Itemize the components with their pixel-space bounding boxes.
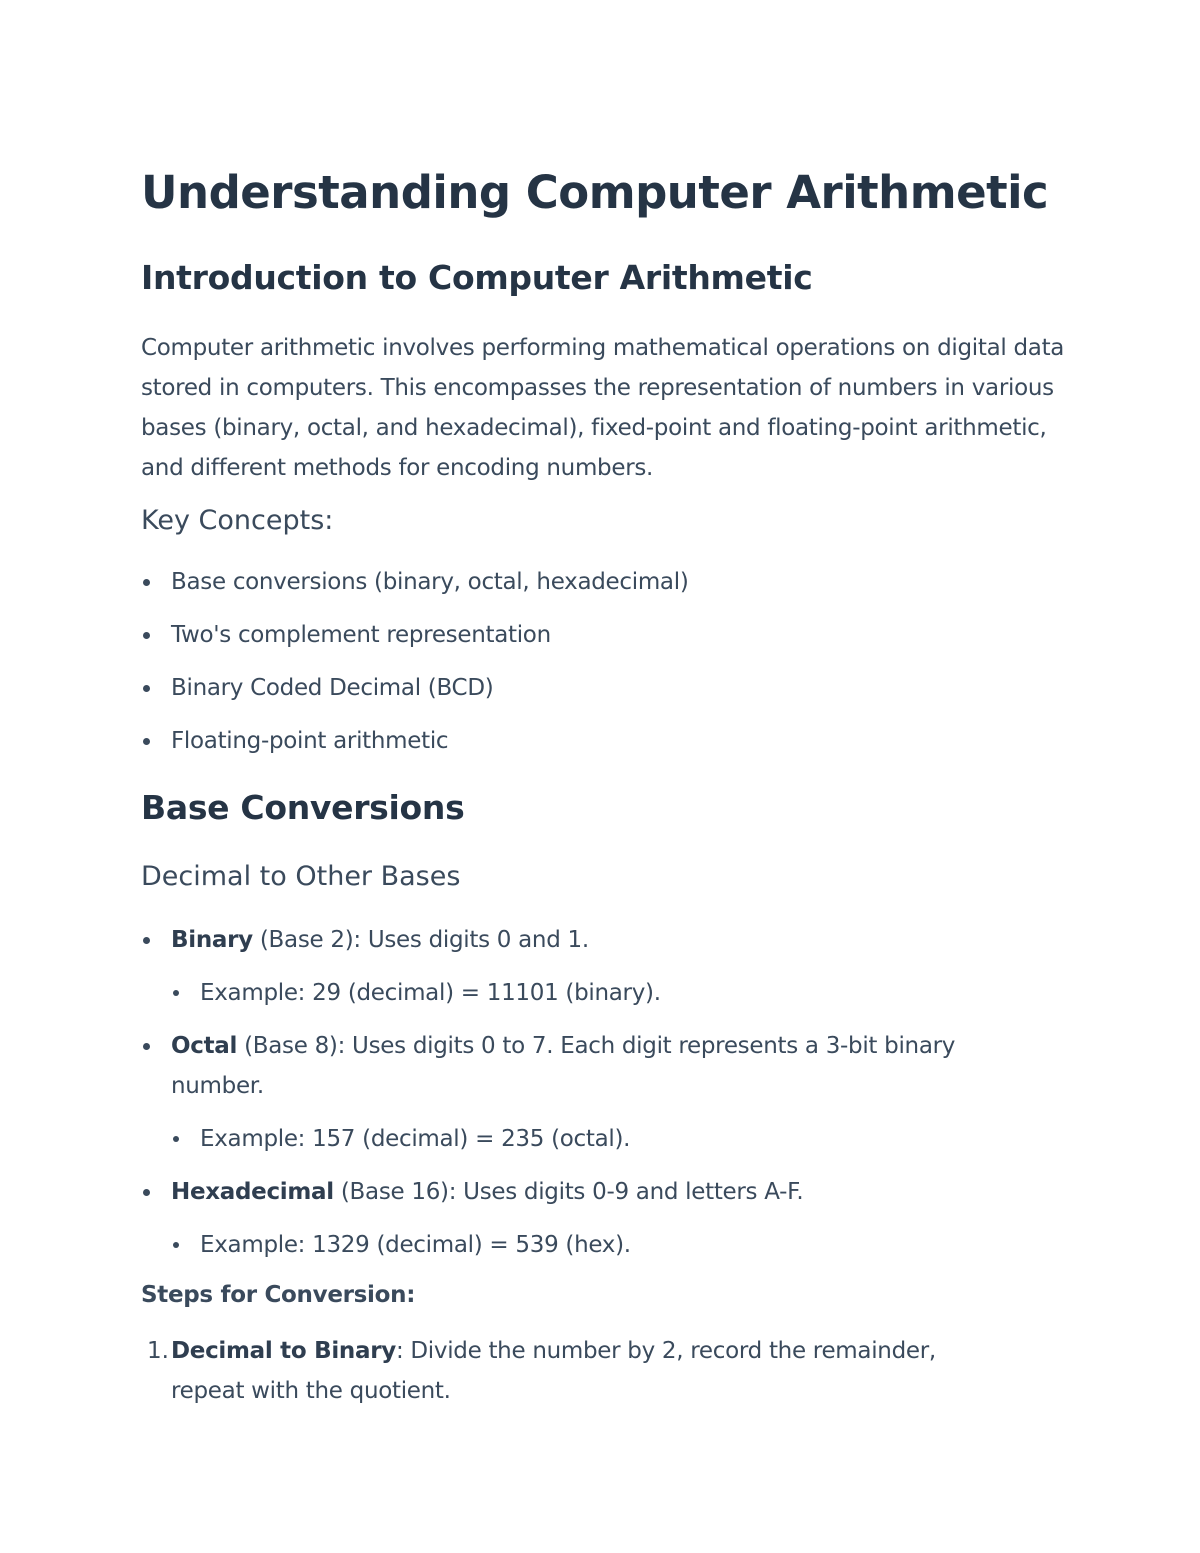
- step-term: Decimal to Binary: [171, 1338, 396, 1364]
- decimal-to-other-bases-heading: Decimal to Other Bases: [141, 861, 461, 892]
- step-number: 1.: [147, 1338, 169, 1364]
- bullet-icon: [143, 1043, 150, 1050]
- sub-bullet-icon: [173, 990, 179, 996]
- list-item: Base conversions (binary, octal, hexadecimal): [171, 569, 689, 595]
- bullet-icon: [143, 685, 150, 692]
- octal-desc: (Base 8): Uses digits 0 to 7. Each digit represents a 3-bit binary: [237, 1033, 956, 1059]
- octal-desc-cont: number.: [171, 1073, 264, 1099]
- page-title: Understanding Computer Arithmetic: [141, 166, 1049, 219]
- sub-bullet-icon: [173, 1136, 179, 1142]
- steps-heading: Steps for Conversion:: [141, 1282, 416, 1308]
- list-item-octal: [171, 1030, 955, 1062]
- step-item: [171, 1335, 936, 1367]
- example-binary: Example: 29 (decimal) = 11101 (binary).: [200, 980, 661, 1006]
- binary-desc: (Base 2): Uses digits 0 and 1.: [252, 927, 589, 953]
- example-hex: Example: 1329 (decimal) = 539 (hex).: [200, 1232, 631, 1258]
- list-item-hex: [171, 1176, 803, 1208]
- bullet-icon: [143, 579, 150, 586]
- step-desc-cont: repeat with the quotient.: [171, 1378, 451, 1404]
- example-octal: Example: 157 (decimal) = 235 (octal).: [200, 1126, 631, 1152]
- term-octal: Octal: [171, 1033, 238, 1059]
- base-conversions-heading: Base Conversions: [141, 788, 465, 827]
- list-item: Binary Coded Decimal (BCD): [171, 675, 494, 701]
- list-item: Floating-point arithmetic: [171, 728, 449, 754]
- list-item: Two's complement representation: [171, 622, 551, 648]
- bullet-icon: [143, 738, 150, 745]
- list-item-binary: [171, 924, 589, 956]
- intro-heading: Introduction to Computer Arithmetic: [141, 258, 813, 297]
- bullet-icon: [143, 1189, 150, 1196]
- term-binary: Binary: [171, 927, 253, 953]
- intro-paragraph: Computer arithmetic involves performing mathematical operations on digital data stored in computers. This encompasses the representation of numbers in various bases (binary, octal, and hexadecimal), fixed-point and floating-point arithmetic, and different methods for encoding numbers.: [141, 335, 1065, 481]
- key-concepts-heading: Key Concepts:: [141, 505, 334, 536]
- term-hexadecimal: Hexadecimal: [171, 1179, 334, 1205]
- sub-bullet-icon: [173, 1242, 179, 1248]
- hex-desc: (Base 16): Uses digits 0-9 and letters A-F.: [333, 1179, 804, 1205]
- bullet-icon: [143, 937, 150, 944]
- step-desc: : Divide the number by 2, record the remainder,: [395, 1338, 936, 1364]
- bullet-icon: [143, 632, 150, 639]
